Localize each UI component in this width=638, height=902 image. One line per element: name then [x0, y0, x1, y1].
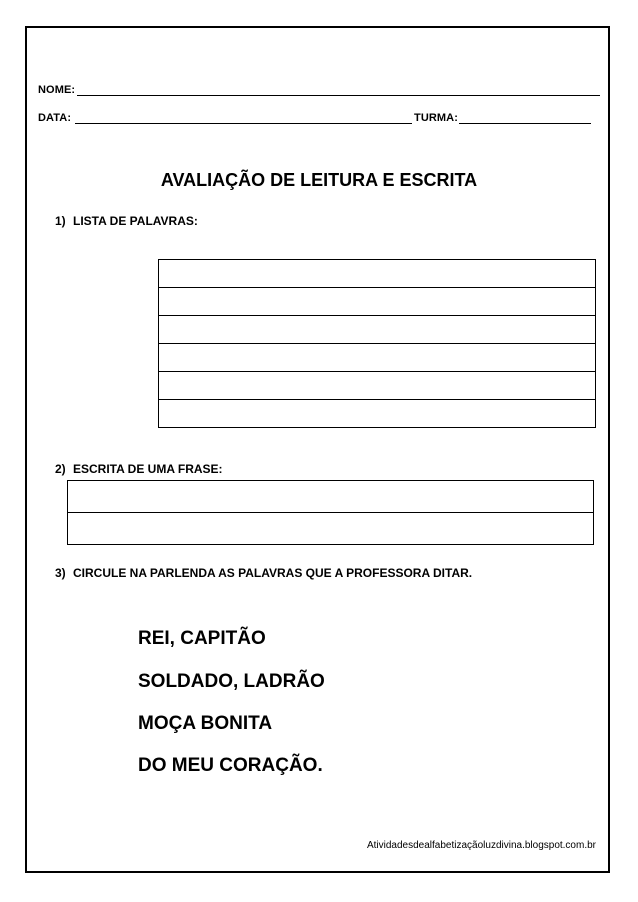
name-label: NOME: [38, 84, 76, 96]
parlenda-line[interactable]: MOÇA BONITA [138, 713, 273, 734]
page-border [25, 26, 610, 873]
sentence-table [67, 480, 594, 545]
class-label: TURMA: [414, 112, 458, 124]
date-line[interactable] [75, 111, 412, 124]
word-list-row[interactable] [159, 260, 596, 288]
parlenda-line[interactable]: SOLDADO, LADRÃO [138, 671, 325, 692]
section-2-heading [55, 462, 223, 476]
page-title: AVALIAÇÃO DE LEITURA E ESCRITA [160, 170, 478, 190]
sentence-row[interactable] [68, 481, 594, 513]
parlenda-line[interactable]: DO MEU CORAÇÃO. [138, 755, 323, 776]
section-3-label: CIRCULE NA PARLENDA AS PALAVRAS QUE A PROFESSORA DITAR. [73, 566, 473, 580]
section-1-label: LISTA DE PALAVRAS: [73, 214, 198, 228]
sentence-row[interactable] [68, 513, 594, 545]
section-3-heading [55, 566, 472, 580]
section-2-label: ESCRITA DE UMA FRASE: [73, 462, 223, 476]
class-line[interactable] [459, 111, 591, 124]
word-list-table [158, 259, 596, 428]
section-1-number: 1) [55, 214, 66, 228]
section-1-heading [55, 214, 198, 228]
word-list-row[interactable] [159, 344, 596, 372]
section-3-number: 3) [55, 566, 66, 580]
word-list-row[interactable] [159, 372, 596, 400]
date-label: DATA: [38, 112, 72, 124]
name-line[interactable] [77, 83, 600, 96]
word-list-row[interactable] [159, 400, 596, 428]
parlenda-line[interactable]: REI, CAPITÃO [138, 628, 266, 649]
word-list-row[interactable] [159, 316, 596, 344]
section-2-number: 2) [55, 462, 66, 476]
footer-source: Atividadesdealfabetizaçãoluzdivina.blogspot.com.br [366, 840, 596, 851]
word-list-row[interactable] [159, 288, 596, 316]
